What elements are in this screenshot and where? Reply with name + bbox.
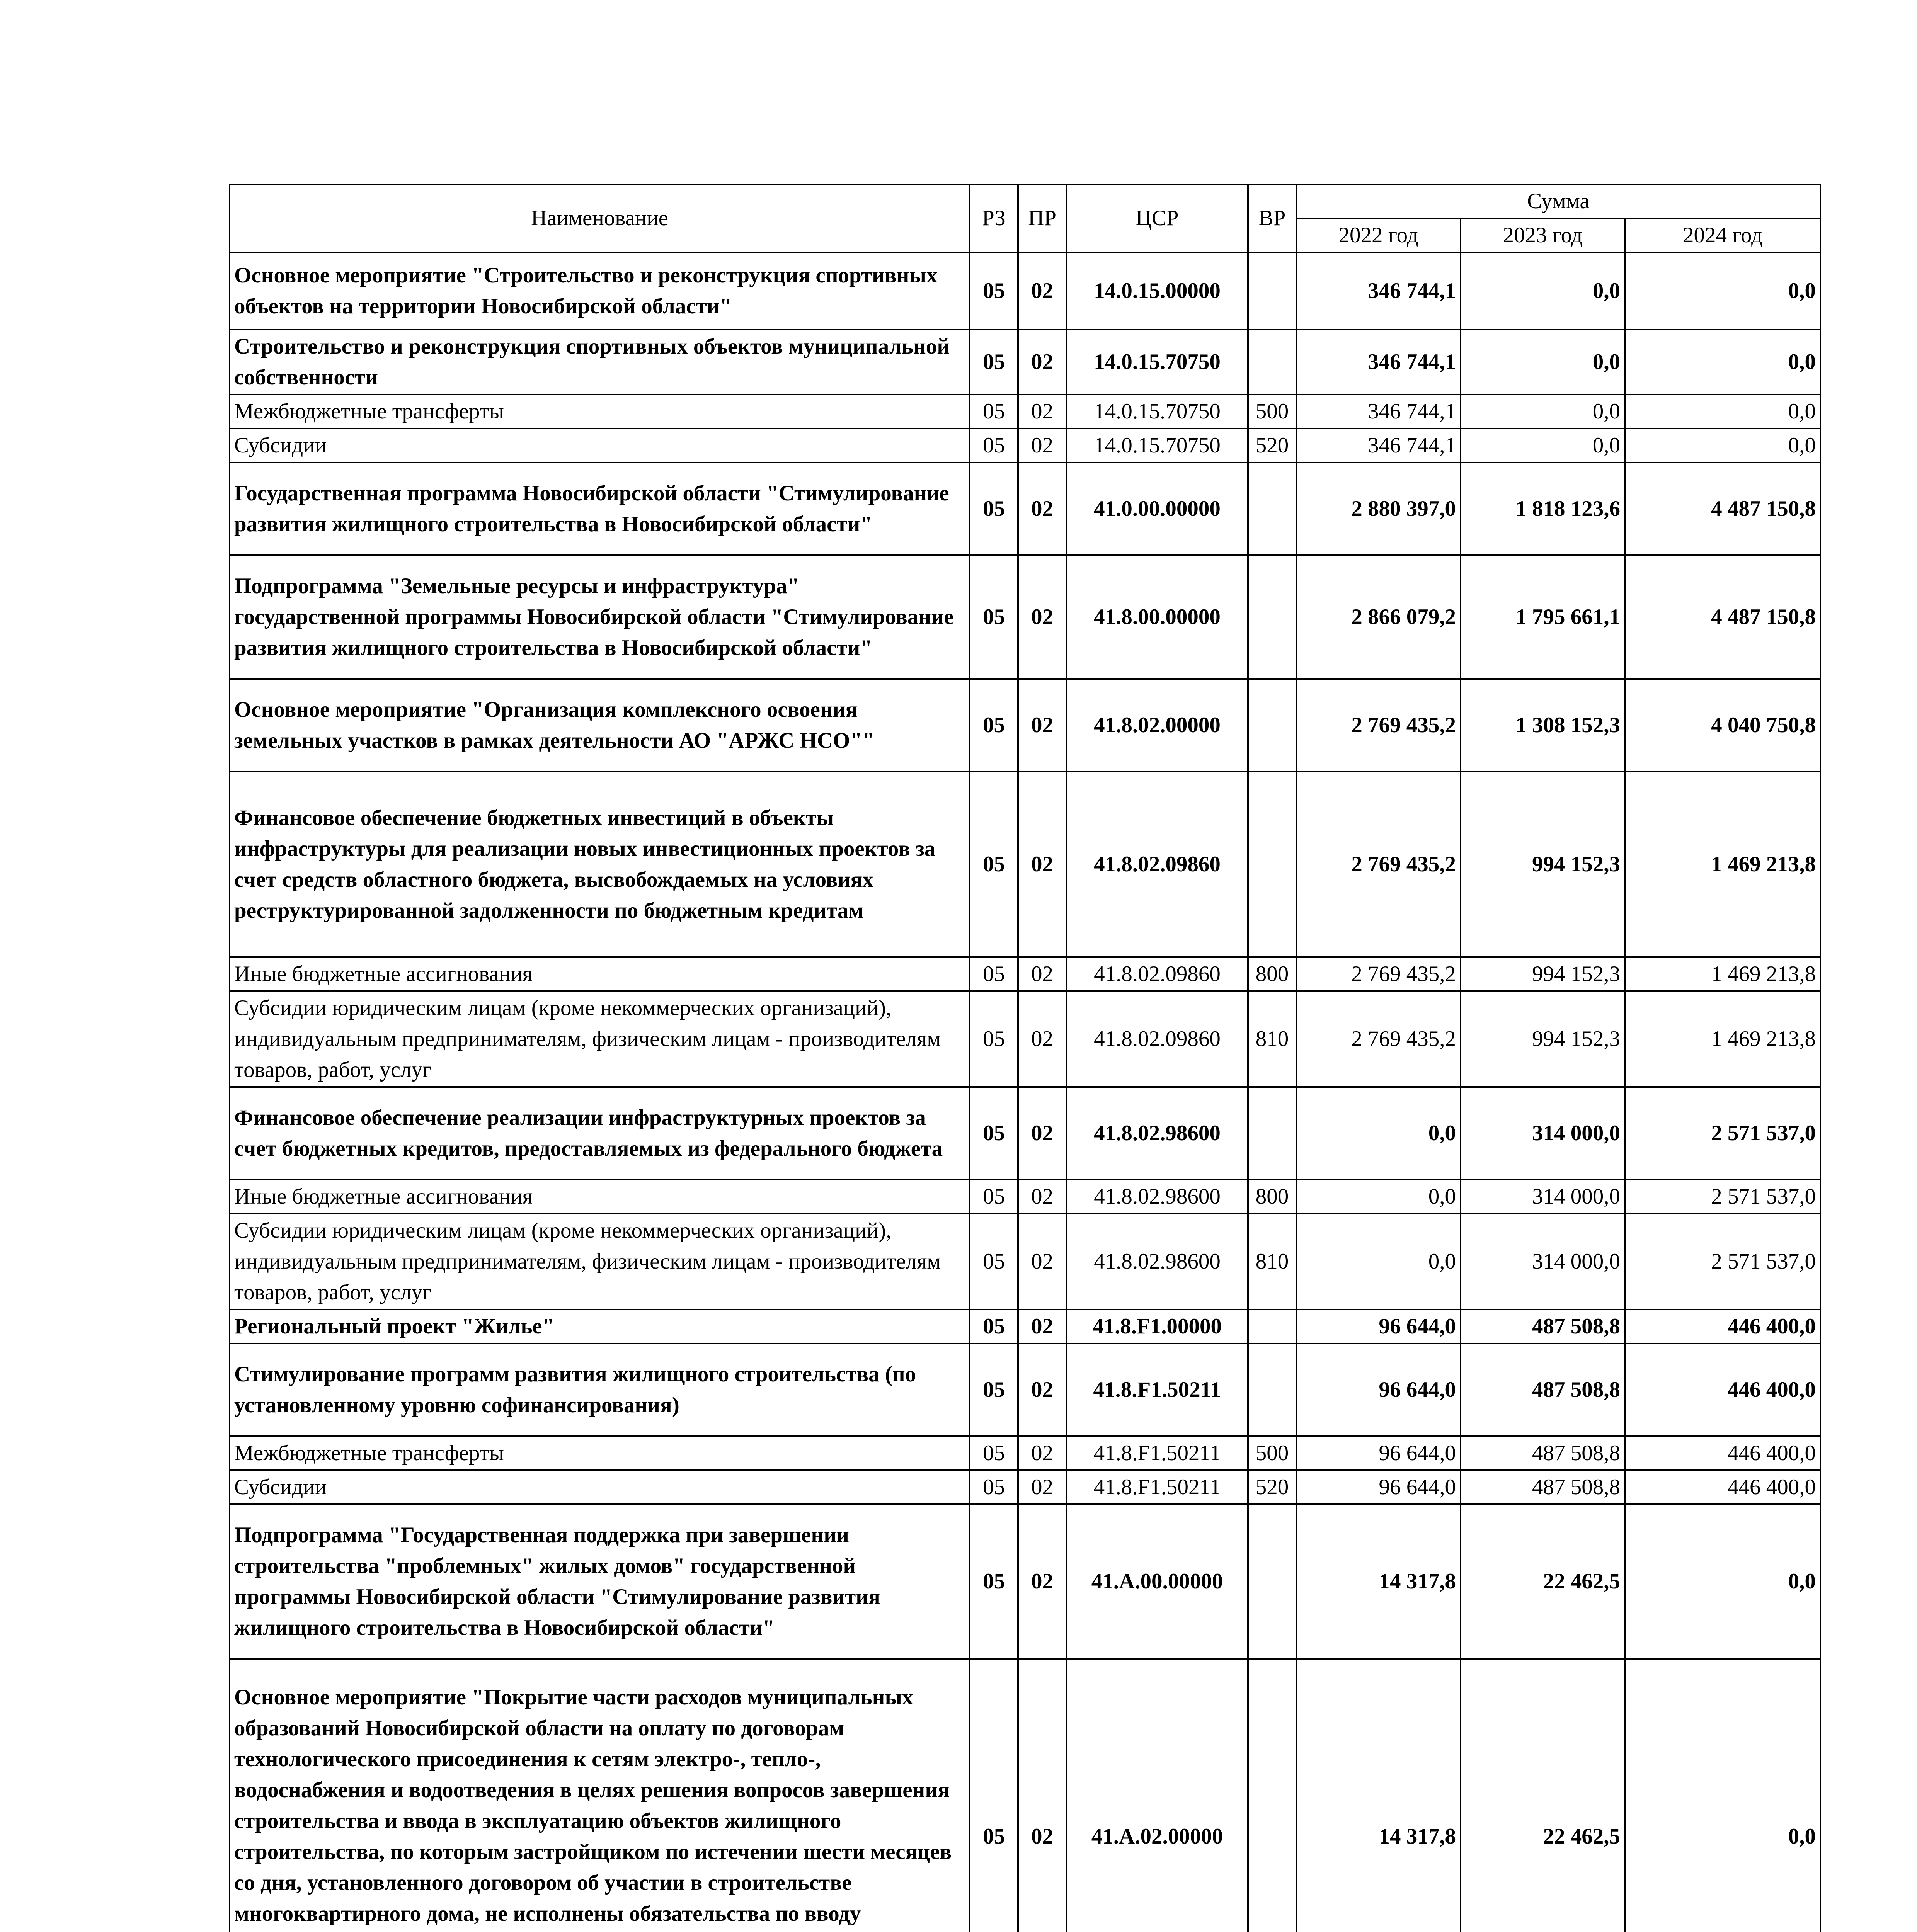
cell-name: Основное мероприятие "Организация комплексного освоения земельных участков в рамках деятельности АО "АРЖС НСО""	[230, 679, 970, 772]
cell-name: Основное мероприятие "Строительство и реконструкция спортивных объектов на территории Новосибирской области"	[230, 252, 970, 330]
cell-csr: 41.8.F1.00000	[1066, 1310, 1248, 1344]
cell-csr: 41.8.F1.50211	[1066, 1436, 1248, 1470]
cell-2023: 0,0	[1461, 429, 1625, 463]
cell-name: Межбюджетные трансферты	[230, 395, 970, 429]
cell-rz: 05	[970, 1504, 1018, 1659]
cell-vr	[1248, 1659, 1296, 1932]
cell-vr	[1248, 1087, 1296, 1180]
cell-2024: 446 400,0	[1625, 1436, 1820, 1470]
cell-vr: 500	[1248, 1436, 1296, 1470]
table-row	[230, 772, 1820, 957]
cell-2022: 346 744,1	[1296, 330, 1461, 395]
cell-name: Подпрограмма "Земельные ресурсы и инфраструктура" государственной программы Новосибирской области "Стимулирование развития жилищного строительства в Новосибирской области"	[230, 555, 970, 679]
cell-rz: 05	[970, 395, 1018, 429]
cell-2023: 314 000,0	[1461, 1180, 1625, 1214]
cell-2023: 314 000,0	[1461, 1087, 1625, 1180]
cell-2024: 4 487 150,8	[1625, 555, 1820, 679]
cell-2024: 2 571 537,0	[1625, 1214, 1820, 1310]
cell-pr: 02	[1018, 1470, 1066, 1504]
header-vr: ВР	[1248, 184, 1296, 252]
cell-rz: 05	[970, 772, 1018, 957]
cell-pr: 02	[1018, 1436, 1066, 1470]
cell-2023: 1 818 123,6	[1461, 463, 1625, 555]
table-row	[230, 429, 1820, 463]
cell-2023: 1 795 661,1	[1461, 555, 1625, 679]
cell-2022: 2 769 435,2	[1296, 679, 1461, 772]
cell-name: Финансовое обеспечение бюджетных инвестиций в объекты инфраструктуры для реализации новых инвестиционных проектов за счет средств областного бюджета, высвобождаемых на условиях реструктурированной задолженности по бюджетным кредитам	[230, 772, 970, 957]
cell-rz: 05	[970, 1659, 1018, 1932]
cell-2022: 0,0	[1296, 1087, 1461, 1180]
cell-csr: 14.0.15.70750	[1066, 429, 1248, 463]
cell-name: Основное мероприятие "Покрытие части расходов муниципальных образований Новосибирской области на оплату по договорам технологического присоединения к сетям электро-, тепло-, водоснабжения и водоотведения в целях решения вопросов завершения строительства и ввода в эксплуатацию объектов жилищного строительства, по которым застройщиком по истечении шести месяцев со дня, установленного договором об участии в строительстве многоквартирного дома, не исполнены обязательства по вводу	[230, 1659, 970, 1932]
cell-rz: 05	[970, 1214, 1018, 1310]
table-body	[230, 252, 1820, 1932]
cell-rz: 05	[970, 679, 1018, 772]
table-row	[230, 991, 1820, 1087]
cell-vr	[1248, 1310, 1296, 1344]
cell-pr: 02	[1018, 991, 1066, 1087]
cell-2024: 0,0	[1625, 1659, 1820, 1932]
cell-2022: 2 866 079,2	[1296, 555, 1461, 679]
cell-2024: 0,0	[1625, 429, 1820, 463]
cell-csr: 41.8.02.98600	[1066, 1180, 1248, 1214]
cell-2024: 446 400,0	[1625, 1344, 1820, 1436]
cell-vr: 520	[1248, 1470, 1296, 1504]
cell-csr: 14.0.15.70750	[1066, 395, 1248, 429]
cell-pr: 02	[1018, 395, 1066, 429]
cell-pr: 02	[1018, 1180, 1066, 1214]
table-row	[230, 1214, 1820, 1310]
cell-rz: 05	[970, 991, 1018, 1087]
table-row	[230, 1310, 1820, 1344]
table-row	[230, 555, 1820, 679]
cell-2023: 994 152,3	[1461, 991, 1625, 1087]
cell-name: Межбюджетные трансферты	[230, 1436, 970, 1470]
cell-csr: 41.8.F1.50211	[1066, 1470, 1248, 1504]
cell-name: Финансовое обеспечение реализации инфраструктурных проектов за счет бюджетных кредитов, предоставляемых из федерального бюджета	[230, 1087, 970, 1180]
cell-2022: 2 769 435,2	[1296, 772, 1461, 957]
cell-2023: 487 508,8	[1461, 1470, 1625, 1504]
cell-2024: 4 040 750,8	[1625, 679, 1820, 772]
cell-2023: 487 508,8	[1461, 1344, 1625, 1436]
table-row	[230, 957, 1820, 991]
cell-2024: 1 469 213,8	[1625, 991, 1820, 1087]
cell-2022: 14 317,8	[1296, 1504, 1461, 1659]
cell-rz: 05	[970, 957, 1018, 991]
header-name: Наименование	[230, 184, 970, 252]
cell-pr: 02	[1018, 1344, 1066, 1436]
cell-csr: 41.8.F1.50211	[1066, 1344, 1248, 1436]
cell-vr	[1248, 463, 1296, 555]
cell-pr: 02	[1018, 1310, 1066, 1344]
table-row	[230, 395, 1820, 429]
cell-vr	[1248, 679, 1296, 772]
cell-vr	[1248, 330, 1296, 395]
cell-csr: 41.8.02.98600	[1066, 1214, 1248, 1310]
cell-csr: 41.0.00.00000	[1066, 463, 1248, 555]
cell-csr: 41.A.00.00000	[1066, 1504, 1248, 1659]
cell-rz: 05	[970, 1344, 1018, 1436]
cell-name: Стимулирование программ развития жилищного строительства (по установленному уровню софинансирования)	[230, 1344, 970, 1436]
cell-2022: 96 644,0	[1296, 1436, 1461, 1470]
cell-pr: 02	[1018, 330, 1066, 395]
cell-vr	[1248, 1504, 1296, 1659]
table-row	[230, 1344, 1820, 1436]
cell-2023: 0,0	[1461, 252, 1625, 330]
cell-2023: 0,0	[1461, 330, 1625, 395]
cell-csr: 14.0.15.70750	[1066, 330, 1248, 395]
header-year-2023: 2023 год	[1461, 218, 1625, 252]
cell-2024: 4 487 150,8	[1625, 463, 1820, 555]
cell-2022: 346 744,1	[1296, 395, 1461, 429]
cell-2023: 994 152,3	[1461, 957, 1625, 991]
budget-table	[229, 184, 1821, 1932]
cell-pr: 02	[1018, 1214, 1066, 1310]
cell-2023: 487 508,8	[1461, 1436, 1625, 1470]
cell-2024: 0,0	[1625, 252, 1820, 330]
cell-vr: 810	[1248, 1214, 1296, 1310]
cell-2023: 994 152,3	[1461, 772, 1625, 957]
cell-rz: 05	[970, 330, 1018, 395]
table-row	[230, 1659, 1820, 1932]
cell-pr: 02	[1018, 429, 1066, 463]
cell-vr	[1248, 555, 1296, 679]
cell-pr: 02	[1018, 679, 1066, 772]
cell-2023: 1 308 152,3	[1461, 679, 1625, 772]
cell-name: Субсидии	[230, 429, 970, 463]
cell-name: Подпрограмма "Государственная поддержка при завершении строительства "проблемных" жилых домов" государственной программы Новосибирской области "Стимулирование развития жилищного строительства в Новосибирской области"	[230, 1504, 970, 1659]
cell-pr: 02	[1018, 1504, 1066, 1659]
cell-rz: 05	[970, 252, 1018, 330]
cell-2023: 487 508,8	[1461, 1310, 1625, 1344]
cell-2022: 2 769 435,2	[1296, 991, 1461, 1087]
cell-2023: 314 000,0	[1461, 1214, 1625, 1310]
cell-vr: 810	[1248, 991, 1296, 1087]
cell-2022: 96 644,0	[1296, 1344, 1461, 1436]
cell-2024: 2 571 537,0	[1625, 1087, 1820, 1180]
cell-2024: 446 400,0	[1625, 1470, 1820, 1504]
header-year-2022: 2022 год	[1296, 218, 1461, 252]
cell-name: Субсидии	[230, 1470, 970, 1504]
table-row	[230, 679, 1820, 772]
cell-2022: 346 744,1	[1296, 429, 1461, 463]
cell-rz: 05	[970, 1087, 1018, 1180]
cell-name: Субсидии юридическим лицам (кроме некоммерческих организаций), индивидуальным предпринимателям, физическим лицам - производителям товаров, работ, услуг	[230, 991, 970, 1087]
header-pr: ПР	[1018, 184, 1066, 252]
header-csr: ЦСР	[1066, 184, 1248, 252]
cell-2024: 1 469 213,8	[1625, 772, 1820, 957]
cell-vr: 800	[1248, 1180, 1296, 1214]
cell-2022: 0,0	[1296, 1180, 1461, 1214]
cell-2022: 96 644,0	[1296, 1470, 1461, 1504]
cell-2022: 14 317,8	[1296, 1659, 1461, 1932]
cell-vr: 500	[1248, 395, 1296, 429]
cell-2022: 346 744,1	[1296, 252, 1461, 330]
cell-vr	[1248, 772, 1296, 957]
cell-vr: 520	[1248, 429, 1296, 463]
cell-rz: 05	[970, 1310, 1018, 1344]
table-row	[230, 1504, 1820, 1659]
cell-rz: 05	[970, 463, 1018, 555]
cell-rz: 05	[970, 1436, 1018, 1470]
cell-2022: 2 880 397,0	[1296, 463, 1461, 555]
cell-2023: 22 462,5	[1461, 1659, 1625, 1932]
cell-csr: 41.A.02.00000	[1066, 1659, 1248, 1932]
table-row	[230, 463, 1820, 555]
cell-pr: 02	[1018, 772, 1066, 957]
cell-pr: 02	[1018, 1659, 1066, 1932]
cell-csr: 14.0.15.00000	[1066, 252, 1248, 330]
cell-rz: 05	[970, 429, 1018, 463]
table-row	[230, 1470, 1820, 1504]
cell-2022: 96 644,0	[1296, 1310, 1461, 1344]
cell-2024: 0,0	[1625, 330, 1820, 395]
cell-pr: 02	[1018, 555, 1066, 679]
cell-name: Иные бюджетные ассигнования	[230, 1180, 970, 1214]
cell-pr: 02	[1018, 463, 1066, 555]
cell-2023: 0,0	[1461, 395, 1625, 429]
cell-csr: 41.8.02.09860	[1066, 991, 1248, 1087]
table-row	[230, 1087, 1820, 1180]
cell-name: Субсидии юридическим лицам (кроме некоммерческих организаций), индивидуальным предпринимателям, физическим лицам - производителям товаров, работ, услуг	[230, 1214, 970, 1310]
cell-2024: 0,0	[1625, 1504, 1820, 1659]
cell-name: Иные бюджетные ассигнования	[230, 957, 970, 991]
cell-name: Региональный проект "Жилье"	[230, 1310, 970, 1344]
cell-csr: 41.8.00.00000	[1066, 555, 1248, 679]
cell-name: Строительство и реконструкция спортивных объектов муниципальной собственности	[230, 330, 970, 395]
cell-2024: 2 571 537,0	[1625, 1180, 1820, 1214]
cell-rz: 05	[970, 1180, 1018, 1214]
cell-pr: 02	[1018, 957, 1066, 991]
header-rz: РЗ	[970, 184, 1018, 252]
cell-rz: 05	[970, 1470, 1018, 1504]
table-row	[230, 1180, 1820, 1214]
cell-vr	[1248, 252, 1296, 330]
table-row	[230, 252, 1820, 330]
cell-vr	[1248, 1344, 1296, 1436]
cell-2024: 1 469 213,8	[1625, 957, 1820, 991]
cell-2023: 22 462,5	[1461, 1504, 1625, 1659]
cell-vr: 800	[1248, 957, 1296, 991]
header-year-2024: 2024 год	[1625, 218, 1820, 252]
cell-rz: 05	[970, 555, 1018, 679]
cell-csr: 41.8.02.09860	[1066, 772, 1248, 957]
table-row	[230, 1436, 1820, 1470]
cell-csr: 41.8.02.00000	[1066, 679, 1248, 772]
cell-name: Государственная программа Новосибирской области "Стимулирование развития жилищного строительства в Новосибирской области"	[230, 463, 970, 555]
header-sum: Сумма	[1296, 184, 1820, 218]
cell-2022: 0,0	[1296, 1214, 1461, 1310]
cell-2024: 446 400,0	[1625, 1310, 1820, 1344]
cell-2024: 0,0	[1625, 395, 1820, 429]
cell-pr: 02	[1018, 1087, 1066, 1180]
cell-pr: 02	[1018, 252, 1066, 330]
cell-csr: 41.8.02.98600	[1066, 1087, 1248, 1180]
cell-csr: 41.8.02.09860	[1066, 957, 1248, 991]
cell-2022: 2 769 435,2	[1296, 957, 1461, 991]
table-row	[230, 330, 1820, 395]
